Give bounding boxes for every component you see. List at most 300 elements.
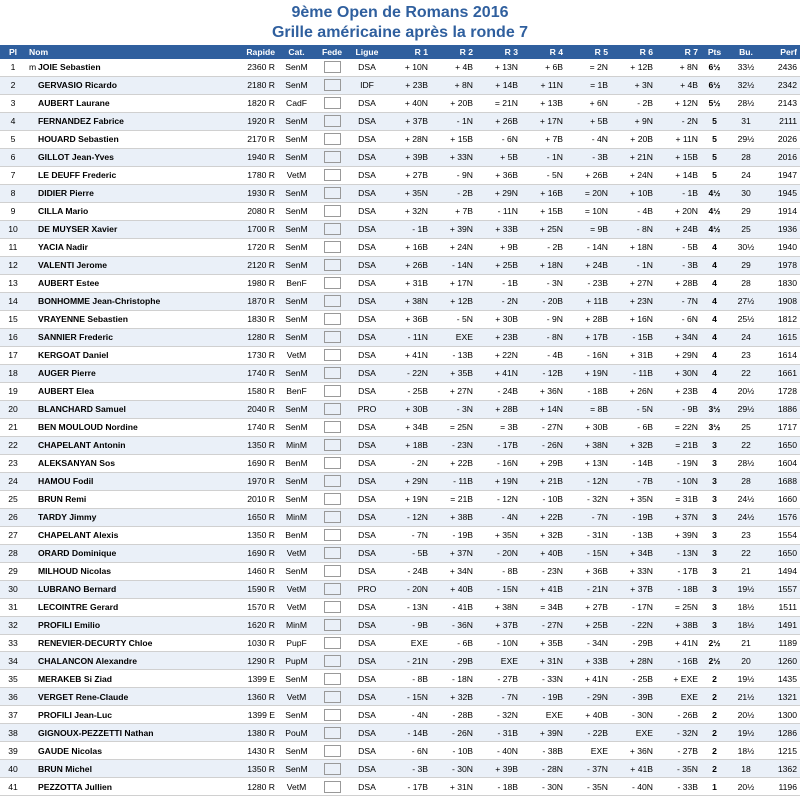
performance-cell: 1557 [764, 580, 800, 598]
player-name[interactable]: LE DEUFF Frederic [38, 170, 117, 181]
round-4-cell: - 27N [521, 616, 566, 634]
flag-icon [324, 385, 341, 397]
player-name[interactable]: VRAYENNE Sebastien [38, 314, 128, 325]
player-name[interactable]: CHALANCON Alexandre [38, 655, 137, 666]
player-name[interactable]: YACIA Nadir [38, 242, 88, 253]
round-3-cell: - 20N [476, 544, 521, 562]
federation-cell [315, 436, 349, 454]
table-row[interactable] [0, 59, 800, 76]
round-6-cell: - 5N [611, 400, 656, 418]
header-perf[interactable]: Perf [764, 45, 800, 59]
round-5-cell: + 30B [566, 418, 611, 436]
league-cell: DSA [349, 292, 385, 310]
flag-icon [324, 601, 341, 613]
header-pl[interactable]: Pl [0, 45, 26, 59]
table-row[interactable] [0, 742, 800, 760]
rank-cell: 5 [0, 130, 26, 148]
category-cell: MinM [278, 616, 315, 634]
player-name[interactable]: KERGOAT Daniel [38, 350, 109, 361]
round-5-cell: = 8B [566, 400, 611, 418]
round-7-cell: = 31B [656, 490, 701, 508]
player-name[interactable]: GIGNOUX-PEZZETTI Nathan [38, 727, 154, 738]
rating-cell: 1830 R [222, 310, 278, 328]
points-cell: 2 [701, 670, 728, 688]
table-row[interactable] [0, 310, 800, 328]
table-row[interactable] [0, 508, 800, 526]
player-name[interactable]: CHAPELANT Alexis [38, 530, 119, 541]
round-3-cell: + 22N [476, 346, 521, 364]
points-cell: 4 [701, 382, 728, 400]
flag-icon [324, 745, 341, 757]
player-name-cell [26, 706, 222, 724]
player-name[interactable]: TARDY Jimmy [38, 512, 97, 523]
points-cell: 3 [701, 508, 728, 526]
rank-cell: 34 [0, 652, 26, 670]
round-6-cell: - 11B [611, 364, 656, 382]
points-cell: 5 [701, 112, 728, 130]
table-row[interactable] [0, 130, 800, 148]
round-5-cell: + 26B [566, 166, 611, 184]
table-row[interactable] [0, 616, 800, 634]
table-row[interactable] [0, 724, 800, 742]
header-r1[interactable]: R 1 [385, 45, 431, 59]
buchholz-cell: 28 [728, 148, 764, 166]
table-row[interactable] [0, 778, 800, 796]
round-3-cell: - 31B [476, 724, 521, 742]
round-7-cell: + 23B [656, 382, 701, 400]
points-cell: 3 [701, 616, 728, 634]
round-5-cell: + 17B [566, 328, 611, 346]
round-4-cell: - 23N [521, 562, 566, 580]
rating-cell: 1700 R [222, 220, 278, 238]
player-name[interactable]: PEZZOTTA Jullien [38, 781, 113, 792]
league-cell: DSA [349, 166, 385, 184]
table-row[interactable] [0, 112, 800, 130]
federation-cell [315, 364, 349, 382]
round-2-cell: - 3N [431, 400, 476, 418]
performance-cell: 1728 [764, 382, 800, 400]
round-5-cell: - 35N [566, 778, 611, 796]
performance-cell: 1908 [764, 292, 800, 310]
table-row[interactable] [0, 364, 800, 382]
rating-cell: 2120 R [222, 256, 278, 274]
buchholz-cell: 29½ [728, 130, 764, 148]
league-cell: DSA [349, 220, 385, 238]
table-row[interactable] [0, 544, 800, 562]
round-3-cell: - 7N [476, 688, 521, 706]
round-6-cell: - 19B [611, 508, 656, 526]
round-6-cell: + 35N [611, 490, 656, 508]
round-6-cell: + 21N [611, 148, 656, 166]
player-name[interactable]: HOUARD Sebastien [38, 134, 119, 145]
round-6-cell: - 7B [611, 472, 656, 490]
round-3-cell: + 39B [476, 760, 521, 778]
round-1-cell: + 27B [385, 166, 431, 184]
header-nom[interactable]: Nom [26, 45, 222, 59]
round-6-cell: + 36N [611, 742, 656, 760]
round-7-cell: + 12N [656, 94, 701, 112]
player-name-cell [26, 238, 222, 256]
player-name[interactable]: AUBERT Elea [38, 386, 94, 397]
category-cell: SenM [278, 59, 315, 76]
league-cell: DSA [349, 256, 385, 274]
league-cell: DSA [349, 472, 385, 490]
rating-cell: 1920 R [222, 112, 278, 130]
performance-cell: 1435 [764, 670, 800, 688]
rating-cell: 1970 R [222, 472, 278, 490]
round-3-cell: - 12N [476, 490, 521, 508]
league-cell: PRO [349, 580, 385, 598]
player-name[interactable]: CHAPELANT Antonin [38, 440, 126, 451]
round-7-cell: = 21B [656, 436, 701, 454]
rank-cell: 13 [0, 274, 26, 292]
buchholz-cell: 22 [728, 436, 764, 454]
rank-cell: 41 [0, 778, 26, 796]
points-cell: 4 [701, 346, 728, 364]
round-5-cell: + 28B [566, 310, 611, 328]
round-1-cell: + 26B [385, 256, 431, 274]
round-6-cell: + 28N [611, 652, 656, 670]
league-cell: DSA [349, 652, 385, 670]
league-cell: DSA [349, 634, 385, 652]
header-cat[interactable]: Cat. [278, 45, 315, 59]
player-name-cell [26, 526, 222, 544]
round-5-cell: = 20N [566, 184, 611, 202]
table-row[interactable] [0, 238, 800, 256]
rating-cell: 1030 R [222, 634, 278, 652]
round-6-cell: + 33N [611, 562, 656, 580]
header-ligue[interactable]: Ligue [349, 45, 385, 59]
player-name-cell [26, 184, 222, 202]
buchholz-cell: 21 [728, 634, 764, 652]
round-4-cell: + 31N [521, 652, 566, 670]
points-cell: 2 [701, 706, 728, 724]
round-1-cell: - 7N [385, 526, 431, 544]
rank-cell: 20 [0, 400, 26, 418]
table-row[interactable] [0, 580, 800, 598]
league-cell: DSA [349, 616, 385, 634]
federation-cell [315, 670, 349, 688]
federation-cell [315, 346, 349, 364]
table-row[interactable] [0, 760, 800, 778]
round-4-cell: - 38B [521, 742, 566, 760]
points-cell: 4½ [701, 184, 728, 202]
performance-cell: 1940 [764, 238, 800, 256]
points-cell: 4 [701, 292, 728, 310]
player-name[interactable]: DIDIER Pierre [38, 188, 94, 199]
flag-icon [324, 547, 341, 559]
round-5-cell: + 11B [566, 292, 611, 310]
table-row[interactable] [0, 670, 800, 688]
round-5-cell: + 6N [566, 94, 611, 112]
rating-cell: 2010 R [222, 490, 278, 508]
round-1-cell: - 24B [385, 562, 431, 580]
round-4-cell: + 18N [521, 256, 566, 274]
player-name-cell [26, 292, 222, 310]
player-name[interactable]: VERGET Rene-Claude [38, 691, 129, 702]
player-name[interactable]: VALENTI Jerome [38, 260, 108, 271]
buchholz-cell: 29 [728, 202, 764, 220]
round-1-cell: + 38N [385, 292, 431, 310]
player-name[interactable]: LECOINTRE Gerard [38, 602, 119, 613]
header-r2[interactable]: R 2 [431, 45, 476, 59]
table-row[interactable] [0, 400, 800, 418]
league-cell: DSA [349, 238, 385, 256]
performance-cell: 1936 [764, 220, 800, 238]
flag-icon [324, 259, 341, 271]
points-cell: 3 [701, 544, 728, 562]
round-1-cell: + 36B [385, 310, 431, 328]
round-5-cell: + 33B [566, 652, 611, 670]
table-row[interactable] [0, 148, 800, 166]
round-7-cell: - 19N [656, 454, 701, 472]
rank-cell: 16 [0, 328, 26, 346]
points-cell: 4½ [701, 220, 728, 238]
round-7-cell: + 15B [656, 148, 701, 166]
buchholz-cell: 24½ [728, 508, 764, 526]
player-name[interactable]: CILLA Mario [38, 206, 89, 217]
player-name-cell [26, 346, 222, 364]
rating-cell: 1430 R [222, 742, 278, 760]
table-row[interactable] [0, 634, 800, 652]
federation-cell [315, 688, 349, 706]
round-1-cell: - 14B [385, 724, 431, 742]
performance-cell: 1321 [764, 688, 800, 706]
header-r6[interactable]: R 6 [611, 45, 656, 59]
player-name[interactable]: AUGER Pierre [38, 368, 96, 379]
player-name-cell [26, 544, 222, 562]
round-3-cell: + 13N [476, 59, 521, 76]
player-name[interactable]: MERAKEB Si Ziad [38, 673, 113, 684]
player-name[interactable]: MILHOUD Nicolas [38, 566, 112, 577]
federation-cell [315, 508, 349, 526]
points-cell: 6½ [701, 76, 728, 94]
header-fede[interactable]: Fede [315, 45, 349, 59]
header-r3[interactable]: R 3 [476, 45, 521, 59]
table-row[interactable] [0, 526, 800, 544]
player-name-cell [26, 634, 222, 652]
header-r4[interactable]: R 4 [521, 45, 566, 59]
player-name[interactable]: GILLOT Jean-Yves [38, 152, 114, 163]
round-6-cell: - 15B [611, 328, 656, 346]
table-row[interactable] [0, 184, 800, 202]
league-cell: DSA [349, 688, 385, 706]
header-rapide[interactable]: Rapide [222, 45, 278, 59]
round-7-cell: = 25N [656, 598, 701, 616]
buchholz-cell: 25 [728, 220, 764, 238]
player-name-cell [26, 59, 222, 76]
player-name[interactable]: BRUN Michel [38, 763, 92, 774]
player-name[interactable]: FERNANDEZ Fabrice [38, 116, 124, 127]
table-row[interactable] [0, 418, 800, 436]
rating-cell: 2360 R [222, 59, 278, 76]
round-3-cell: - 16N [476, 454, 521, 472]
category-cell: SenM [278, 76, 315, 94]
league-cell: DSA [349, 562, 385, 580]
performance-cell: 1650 [764, 544, 800, 562]
league-cell: DSA [349, 310, 385, 328]
player-name[interactable]: BONHOMME Jean-Christophe [38, 296, 161, 307]
flag-icon [324, 691, 341, 703]
rating-cell: 2180 R [222, 76, 278, 94]
round-7-cell: - 33B [656, 778, 701, 796]
table-row[interactable] [0, 346, 800, 364]
rank-cell: 10 [0, 220, 26, 238]
table-row[interactable] [0, 94, 800, 112]
performance-cell: 1511 [764, 598, 800, 616]
performance-cell: 1688 [764, 472, 800, 490]
rank-cell: 19 [0, 382, 26, 400]
table-row[interactable] [0, 706, 800, 724]
table-row[interactable] [0, 220, 800, 238]
round-2-cell: + 12B [431, 292, 476, 310]
player-name[interactable]: SANNIER Frederic [38, 332, 113, 343]
round-3-cell: + 19N [476, 472, 521, 490]
buchholz-cell: 18½ [728, 742, 764, 760]
round-4-cell: + 14N [521, 400, 566, 418]
rank-cell: 9 [0, 202, 26, 220]
player-name[interactable]: AUBERT Laurane [38, 98, 110, 109]
category-cell: SenM [278, 328, 315, 346]
rank-cell: 24 [0, 472, 26, 490]
player-name[interactable]: GERVASIO Ricardo [38, 80, 117, 91]
points-cell: 2½ [701, 634, 728, 652]
table-row[interactable] [0, 454, 800, 472]
league-cell: DSA [349, 382, 385, 400]
rating-cell: 1690 R [222, 454, 278, 472]
rating-cell: 1350 R [222, 526, 278, 544]
round-1-cell: - 22N [385, 364, 431, 382]
player-name-cell [26, 400, 222, 418]
player-name[interactable]: DE MUYSER Xavier [38, 224, 118, 235]
player-name[interactable]: LUBRANO Bernard [38, 584, 117, 595]
round-7-cell: + 11N [656, 130, 701, 148]
table-row[interactable] [0, 436, 800, 454]
round-4-cell: - 2B [521, 238, 566, 256]
player-name[interactable]: BRUN Remi [38, 494, 87, 505]
federation-cell [315, 472, 349, 490]
round-5-cell: - 15N [566, 544, 611, 562]
round-5-cell: + 24B [566, 256, 611, 274]
player-name-cell [26, 688, 222, 706]
buchholz-cell: 21 [728, 562, 764, 580]
performance-cell: 1650 [764, 436, 800, 454]
table-row[interactable] [0, 202, 800, 220]
table-row[interactable] [0, 76, 800, 94]
rating-cell: 1360 R [222, 688, 278, 706]
rating-cell: 1740 R [222, 418, 278, 436]
player-name-cell [26, 94, 222, 112]
round-6-cell: - 39B [611, 688, 656, 706]
performance-cell: 2143 [764, 94, 800, 112]
header-pts[interactable]: Pts [701, 45, 728, 59]
table-row[interactable] [0, 292, 800, 310]
table-row[interactable] [0, 652, 800, 670]
category-cell: SenM [278, 760, 315, 778]
player-name[interactable]: GAUDE Nicolas [38, 745, 102, 756]
table-row[interactable] [0, 274, 800, 292]
round-5-cell: - 29N [566, 688, 611, 706]
round-6-cell: - 14B [611, 454, 656, 472]
table-row[interactable] [0, 382, 800, 400]
header-r7[interactable]: R 7 [656, 45, 701, 59]
player-name[interactable]: ALEKSANYAN Sos [38, 458, 116, 469]
category-cell: PupM [278, 652, 315, 670]
rating-cell: 2170 R [222, 130, 278, 148]
player-name[interactable]: RENEVIER-DECURTY Chloe [38, 637, 153, 648]
player-name[interactable]: BLANCHARD Samuel [38, 404, 126, 415]
performance-cell: 1812 [764, 310, 800, 328]
player-name-cell [26, 112, 222, 130]
player-name[interactable]: PROFILI Jean-Luc [38, 709, 113, 720]
round-1-cell: + 30B [385, 400, 431, 418]
rank-cell: 14 [0, 292, 26, 310]
table-row[interactable] [0, 490, 800, 508]
player-name-cell [26, 148, 222, 166]
table-row[interactable] [0, 472, 800, 490]
player-name[interactable]: ORARD Dominique [38, 548, 117, 559]
player-name[interactable]: JOIE Sebastien [38, 62, 101, 73]
buchholz-cell: 20½ [728, 382, 764, 400]
category-cell: SenM [278, 490, 315, 508]
table-row[interactable] [0, 688, 800, 706]
buchholz-cell: 33½ [728, 59, 764, 76]
round-3-cell: - 24B [476, 382, 521, 400]
points-cell: 4 [701, 238, 728, 256]
round-2-cell: - 19B [431, 526, 476, 544]
rank-cell: 8 [0, 184, 26, 202]
round-2-cell: - 13B [431, 346, 476, 364]
table-row[interactable] [0, 598, 800, 616]
round-3-cell: - 10N [476, 634, 521, 652]
buchholz-cell: 22 [728, 364, 764, 382]
category-cell: PupF [278, 634, 315, 652]
table-row[interactable] [0, 328, 800, 346]
player-name[interactable]: HAMOU Fodil [38, 476, 94, 487]
header-bu[interactable]: Bu. [728, 45, 764, 59]
player-name-cell [26, 562, 222, 580]
points-cell: 4 [701, 274, 728, 292]
player-name[interactable]: AUBERT Estee [38, 278, 100, 289]
round-6-cell: + 10B [611, 184, 656, 202]
category-cell: BenM [278, 526, 315, 544]
table-row[interactable] [0, 166, 800, 184]
table-row[interactable] [0, 256, 800, 274]
performance-cell: 1491 [764, 616, 800, 634]
flag-icon [324, 367, 341, 379]
round-1-cell: - 4N [385, 706, 431, 724]
round-2-cell: + 17N [431, 274, 476, 292]
league-cell: DSA [349, 184, 385, 202]
header-r5[interactable]: R 5 [566, 45, 611, 59]
player-name[interactable]: PROFILI Emilio [38, 620, 101, 630]
table-row[interactable] [0, 562, 800, 580]
buchholz-cell: 28 [728, 274, 764, 292]
round-7-cell: - 16B [656, 652, 701, 670]
round-1-cell: + 10N [385, 59, 431, 76]
buchholz-cell: 30½ [728, 238, 764, 256]
player-name[interactable]: BEN MOULOUD Nordine [38, 422, 138, 433]
federation-cell [315, 760, 349, 778]
federation-cell [315, 202, 349, 220]
round-6-cell: + 32B [611, 436, 656, 454]
flag-icon [324, 475, 341, 487]
round-5-cell: - 31N [566, 526, 611, 544]
round-1-cell: - 6N [385, 742, 431, 760]
federation-cell [315, 238, 349, 256]
round-1-cell: - 17B [385, 778, 431, 796]
flag-icon [324, 61, 341, 73]
